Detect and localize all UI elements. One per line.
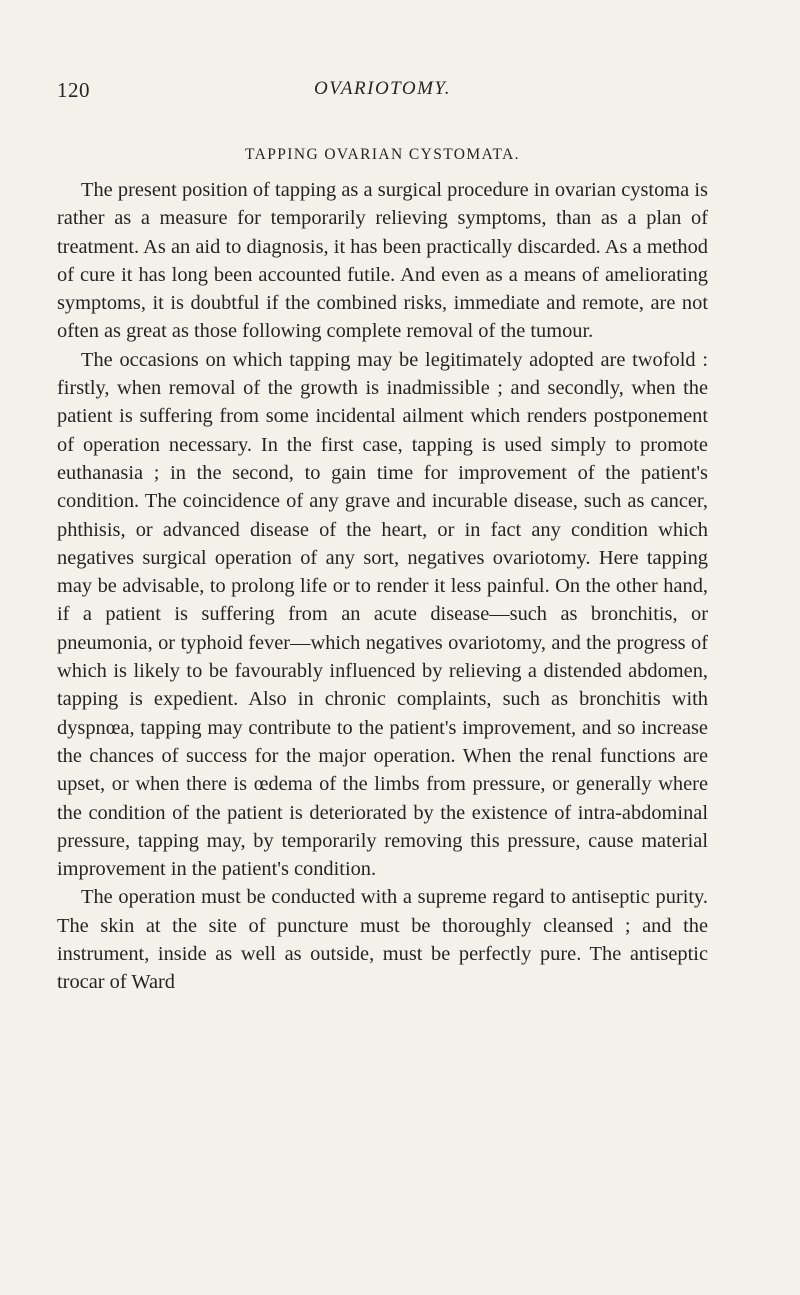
body-text [57,176,708,997]
running-title: OVARIOTOMY. [313,78,452,99]
paragraph-3: The operation must be conducted with a supreme regard to antiseptic purity. The skin at the site of puncture must be thoroughly cleansed ; and the instrument, inside as well as outside, must be perfectly pure. The antiseptic trocar of Ward [57,886,708,994]
paragraph-1: The present position of tapping as a surgical procedure in ovarian cystoma is rather as a measure for temporarily relieving symptoms, than as a plan of treatment. As an aid to diagnosis, it has been practically discarded. As a method of cure it has long been accounted futile. And even as a means of ameliorating symptoms, it is doubtful if the combined risks, immediate and remote, are not often as great as those following complete removal of the tumour. [57,179,708,343]
running-head [57,78,708,108]
paragraph-2: The occasions on which tapping may be legitimately adopted are twofold : firstly, when removal of the growth is inadmissible ; and secondly, when the patient is suffering from some incidental ailment which renders postponement of operation necessary. In the first case, tapping is used simply to promote euthanasia ; in the second, to gain time for improvement of the patient's condition. The coincidence of any grave and incurable disease, such as cancer, phthisis, or advanced disease of the heart, or in fact any condition which negatives surgical operation of any sort, negatives ovariotomy. Here tapping may be advisable, to prolong life or to render it less painful. On the other hand, if a patient is suffering from an acute disease—such as bronchitis, or pneumonia, or typhoid fever—which negatives ovariotomy, and the progress of which is likely to be favourably influenced by relieving a distended abdomen, tapping is expedient. Also in chronic complaints, such as bronchitis with dyspnœa, tapping may contribute to the patient's improvement, and so increase the chances of success for the major operation. When the renal functions are upset, or when there is œdema of the limbs from pressure, or generally where the condition of the patient is deteriorated by the existence of intra-abdominal pressure, tapping may, by temporarily removing this pressure, cause material improvement in the patient's condition. [57,348,708,881]
section-heading: TAPPING OVARIAN CYSTOMATA. [245,146,520,163]
page-number: 120 [57,78,90,102]
